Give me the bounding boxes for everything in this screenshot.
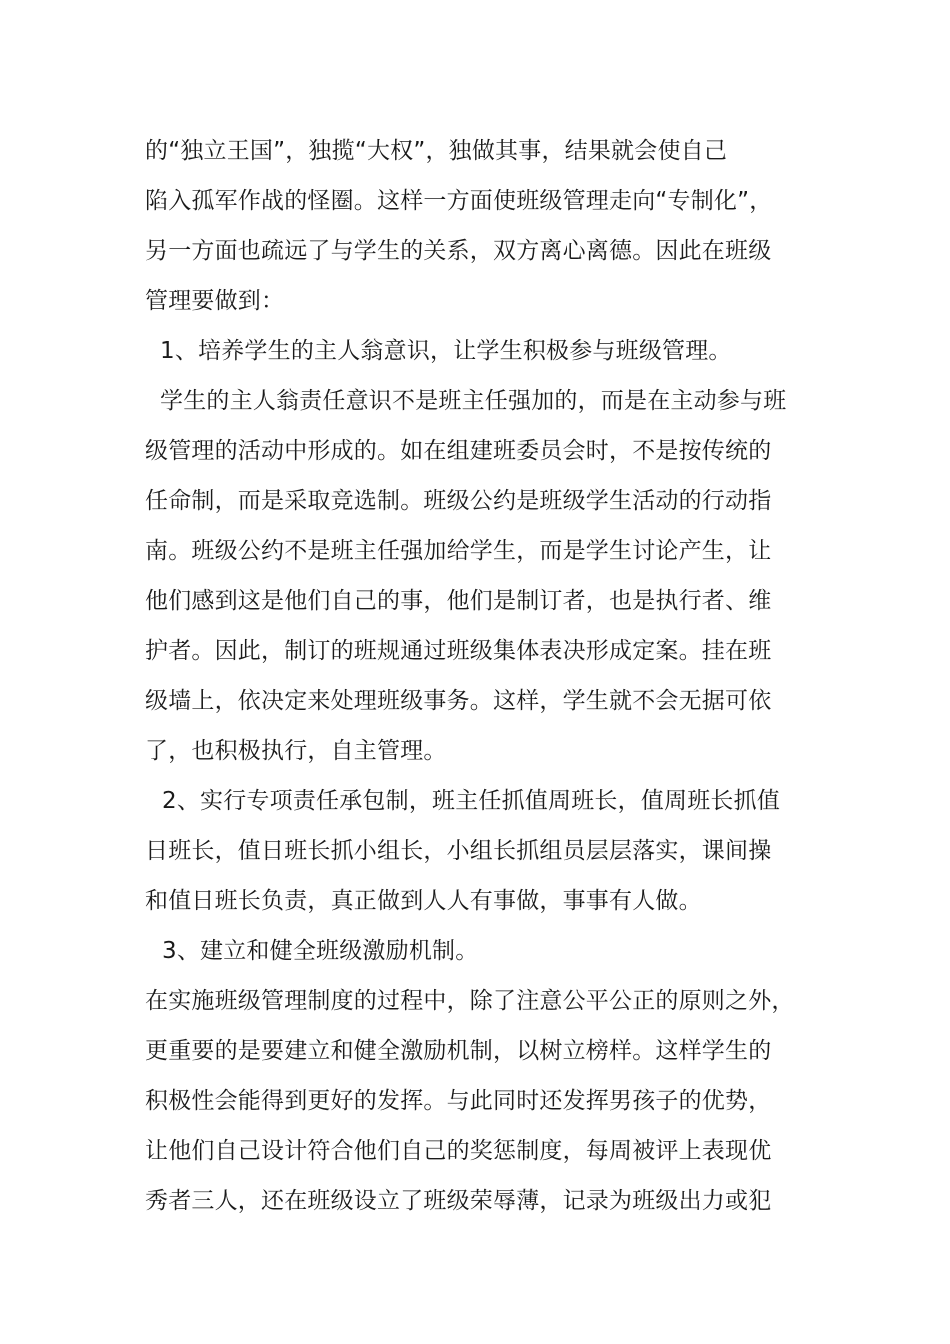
list-item-heading: 1、培养学生的主人翁意识，让学生积极参与班级管理。 [160, 338, 732, 364]
text-line: 南。班级公约不是班主任强加给学生，而是学生讨论产生，让 [145, 538, 772, 564]
list-item-heading: 2、实行专项责任承包制，班主任抓值周班长，值周班长抓值 [162, 788, 781, 814]
list-item-heading: 3、建立和健全班级激励机制。 [162, 938, 479, 964]
text-line: 陷入孤军作战的怪圈。这样一方面使班级管理走向“专制化”， [145, 188, 773, 214]
text-line: 护者。因此，制订的班规通过班级集体表决形成定案。挂在班 [145, 638, 772, 664]
text-line: 任命制，而是采取竞选制。班级公约是班级学生活动的行动指 [145, 488, 772, 514]
text-line: 在实施班级管理制度的过程中，除了注意公平公正的原则之外， [145, 988, 795, 1014]
text-line: 了，也积极执行，自主管理。 [145, 738, 447, 764]
text-line: 他们感到这是他们自己的事，他们是制订者，也是执行者、维 [145, 588, 772, 614]
text-line: 日班长，值日班长抓小组长，小组长抓组员层层落实，课间操 [145, 838, 772, 864]
text-line: 管理要做到： [145, 288, 285, 314]
paragraph-first-line: 学生的主人翁责任意识不是班主任强加的，而是在主动参与班 [160, 388, 787, 414]
text-line: 更重要的是要建立和健全激励机制，以树立榜样。这样学生的 [145, 1038, 772, 1064]
text-line: 和值日班长负责，真正做到人人有事做，事事有人做。 [145, 888, 702, 914]
text-line: 的“独立王国”，独揽“大权”，独做其事，结果就会使自己 [145, 138, 728, 164]
text-line: 积极性会能得到更好的发挥。与此同时还发挥男孩子的优势， [145, 1088, 772, 1114]
text-line: 级墙上，依决定来处理班级事务。这样，学生就不会无据可依 [145, 688, 772, 714]
text-line: 秀者三人，还在班级设立了班级荣辱薄，记录为班级出力或犯 [145, 1188, 772, 1214]
text-line: 让他们自己设计符合他们自己的奖惩制度，每周被评上表现优 [145, 1138, 772, 1164]
text-line: 级管理的活动中形成的。如在组建班委员会时，不是按传统的 [145, 438, 772, 464]
text-line: 另一方面也疏远了与学生的关系，双方离心离德。因此在班级 [145, 238, 772, 264]
